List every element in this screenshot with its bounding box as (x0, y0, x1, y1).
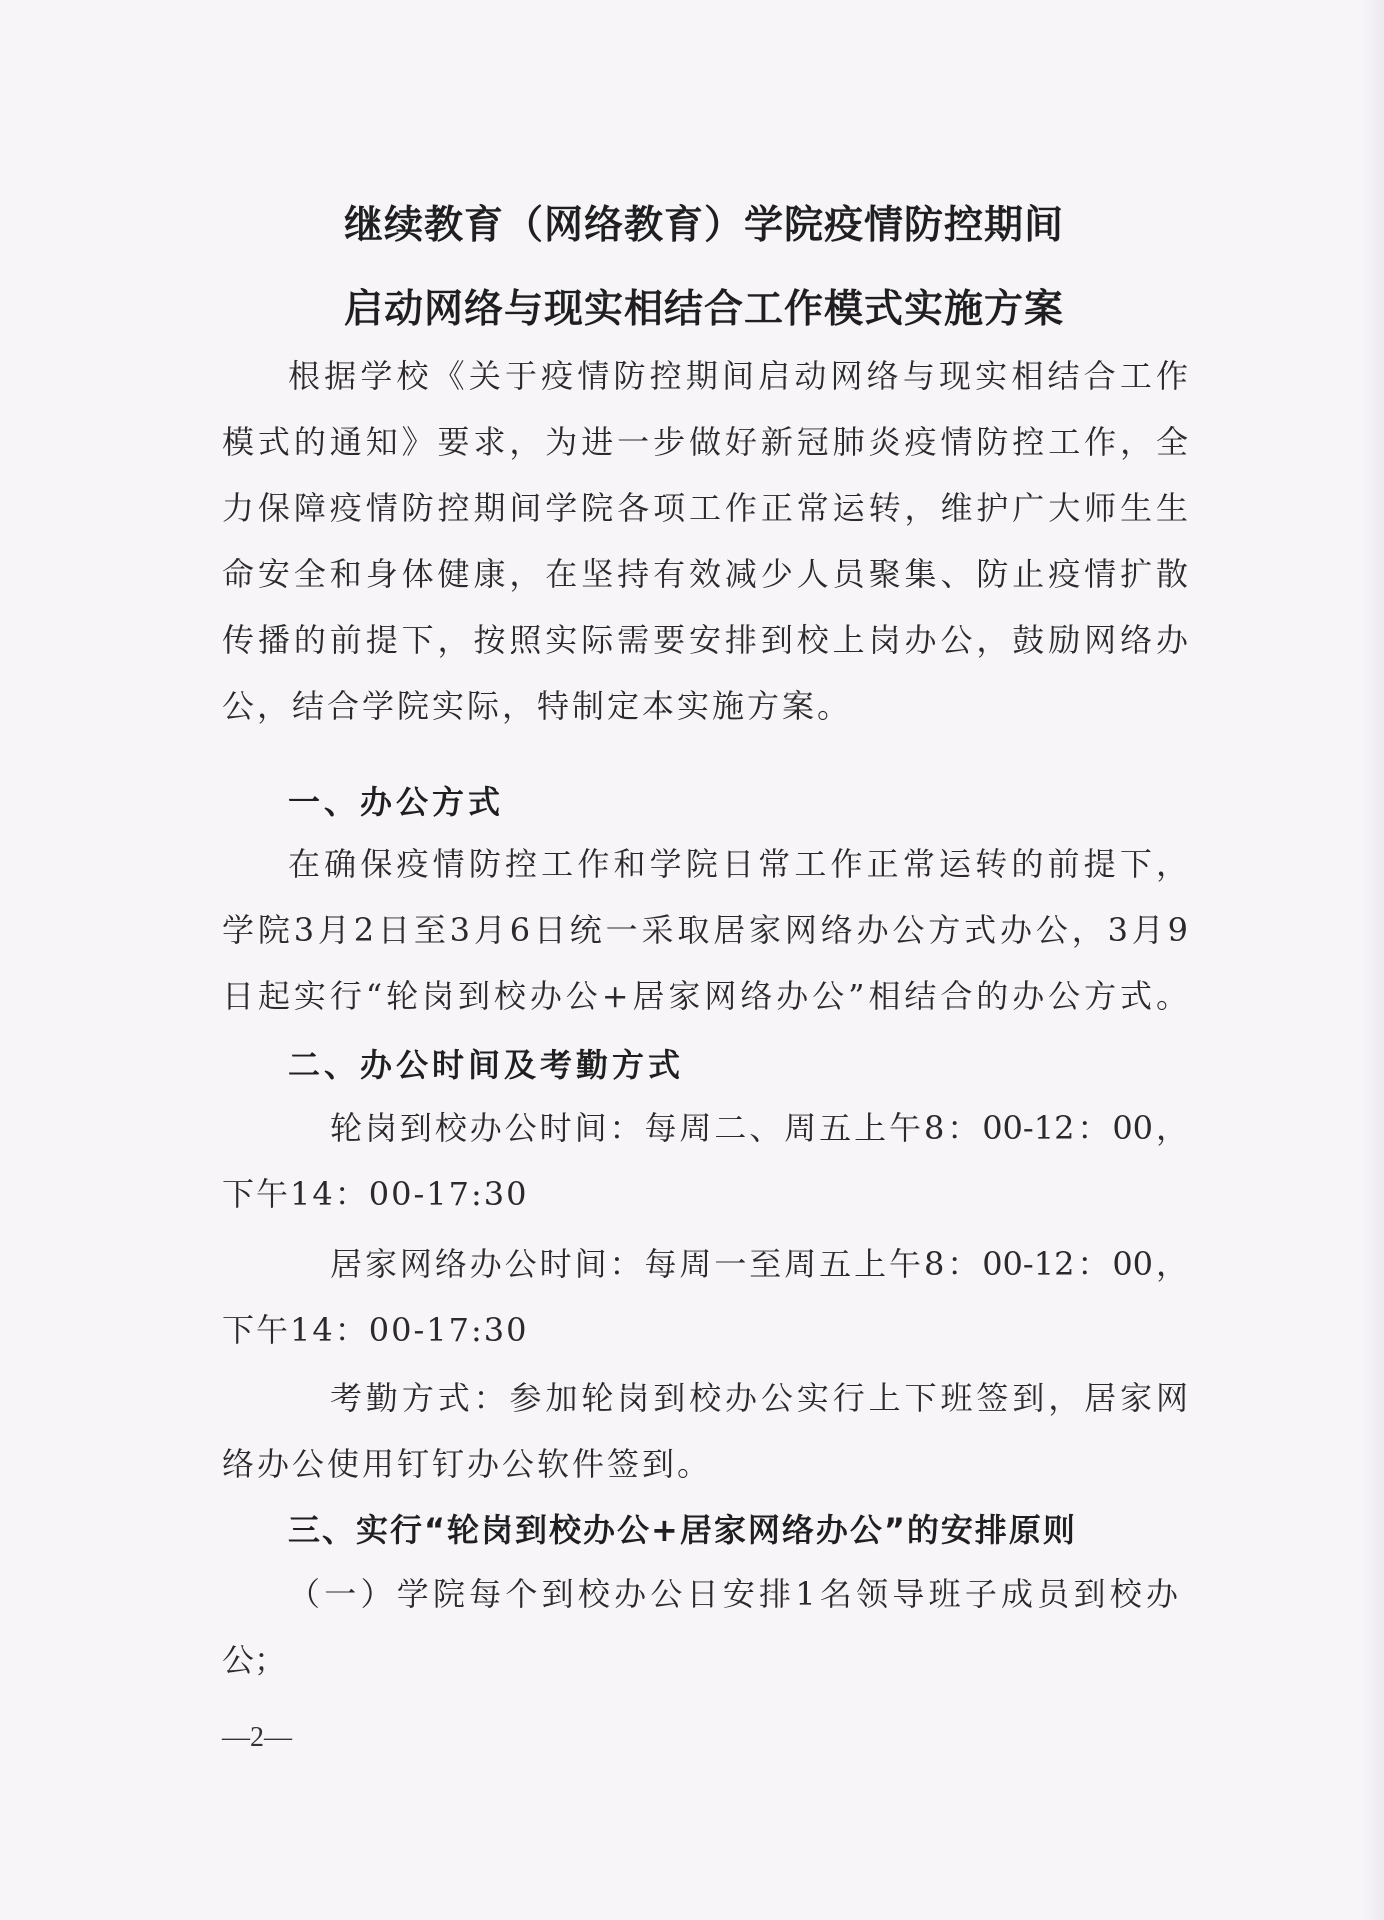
intro-line: 命安全和身体健康，在坚持有效减少人员聚集、防止疫情扩散 (222, 555, 1188, 593)
onsite-hours-line: 下午14：00-17:30 (222, 1175, 529, 1213)
section1-line: 在确保疫情防控工作和学院日常工作正常运转的前提下， (288, 845, 1188, 883)
page-edge-shadow (1360, 0, 1384, 1920)
intro-line: 模式的通知》要求，为进一步做好新冠肺炎疫情防控工作，全 (222, 423, 1188, 461)
intro-line: 公，结合学院实际，特制定本实施方案。 (222, 687, 853, 725)
remote-hours-line: 居家网络办公时间：每周一至周五上午8：00-12：00， (330, 1245, 1188, 1283)
intro-line: 根据学校《关于疫情防控期间启动网络与现实相结合工作 (288, 357, 1188, 395)
section1-line: 学院3月2日至3月6日统一采取居家网络办公方式办公，3月9 (222, 911, 1188, 949)
intro-line: 传播的前提下，按照实际需要安排到校上岗办公，鼓励网络办 (222, 621, 1188, 659)
document-title-line-1: 继续教育（网络教育）学院疫情防控期间 (343, 203, 1064, 248)
section-heading: 二、办公时间及考勤方式 (288, 1046, 685, 1084)
page-number: —2— (222, 1722, 292, 1753)
document-title-line-2: 启动网络与现实相结合工作模式实施方案 (343, 287, 1064, 332)
section-heading: 一、办公方式 (288, 783, 505, 821)
remote-hours-line: 下午14：00-17:30 (222, 1311, 529, 1349)
section3-line: 公； (222, 1641, 287, 1679)
section3-line: （一）学院每个到校办公日安排1名领导班子成员到校办 (288, 1575, 1178, 1613)
attendance-line: 络办公使用钉钉办公软件签到。 (222, 1445, 713, 1483)
section1-line: 日起实行“轮岗到校办公+居家网络办公”相结合的办公方式。 (222, 977, 1188, 1015)
section-heading: 三、实行“轮岗到校办公+居家网络办公”的安排原则 (288, 1511, 1077, 1549)
onsite-hours-line: 轮岗到校办公时间：每周二、周五上午8：00-12：00， (330, 1109, 1188, 1147)
attendance-line: 考勤方式：参加轮岗到校办公实行上下班签到，居家网 (330, 1379, 1188, 1417)
intro-line: 力保障疫情防控期间学院各项工作正常运转，维护广大师生生 (222, 489, 1188, 527)
